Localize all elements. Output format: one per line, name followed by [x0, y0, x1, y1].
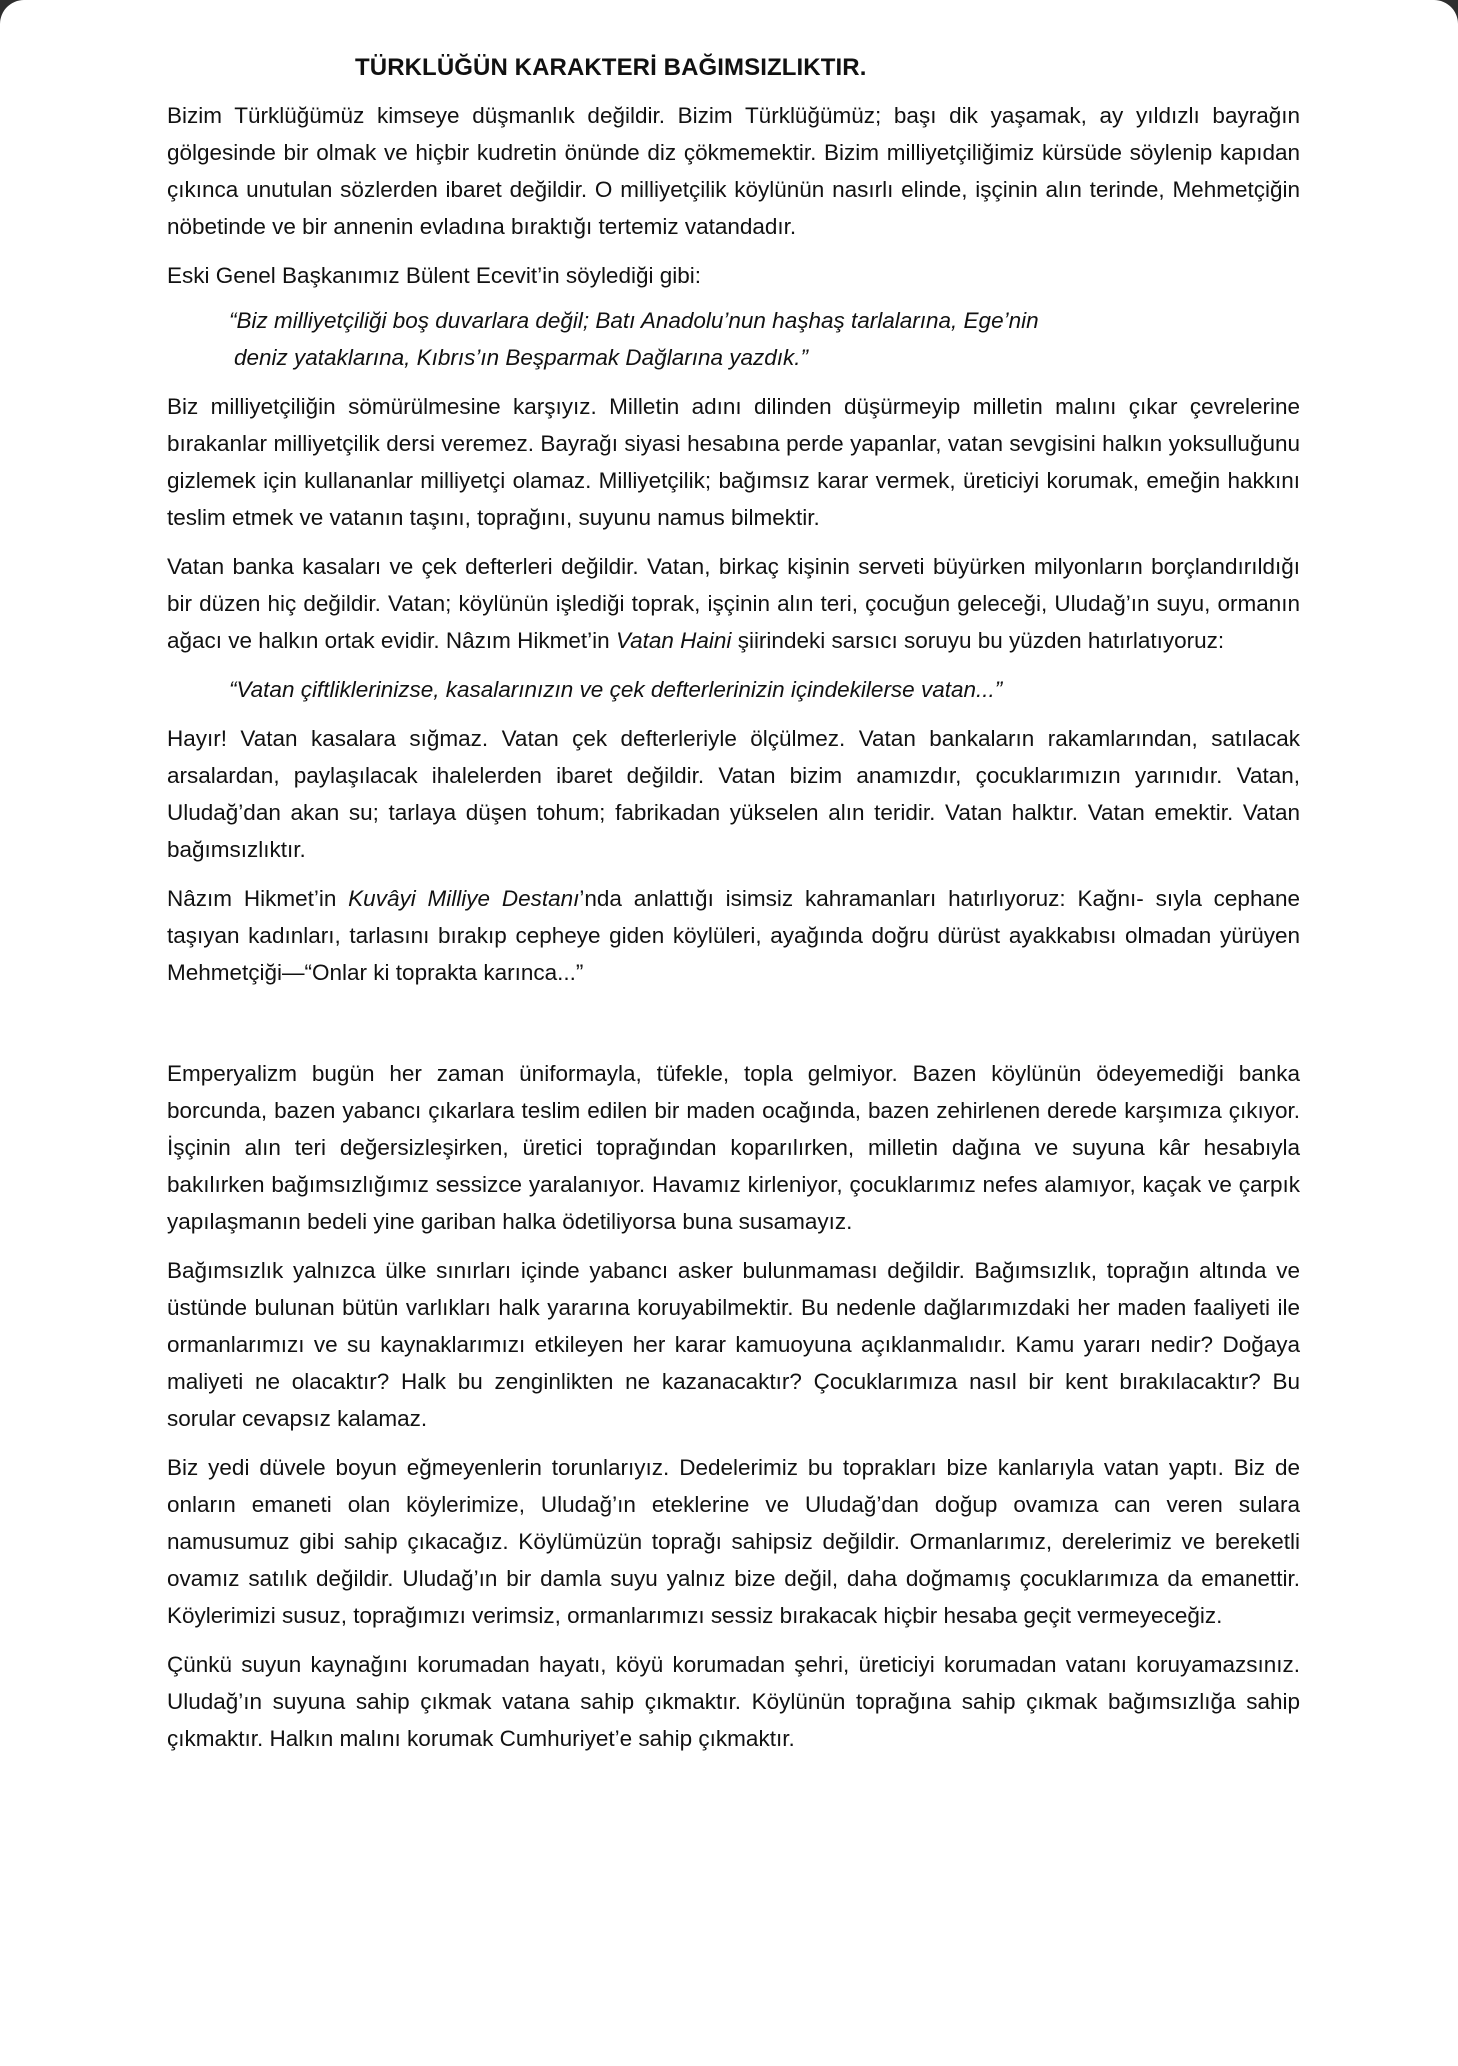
paragraph-vatan	[167, 548, 1300, 659]
quote-ecevit-line-2: deniz yataklarına, Kıbrıs’ın Beşparmak Dağlarına yazdık.”	[234, 345, 809, 370]
paragraph-ecevit-intro: Eski Genel Başkanımız Bülent Ecevit’in söylediği gibi:	[167, 263, 702, 288]
quote-ecevit	[229, 302, 1300, 376]
paragraph-vatan-text-1: Vatan banka kasaları ve çek defterleri değildir. Vatan, birkaç kişinin serveti büyürken milyonların borçlandırıldığı bir düzen hiç değildir. Vatan; köylünün işlediği toprak, işçinin alın teri, çocuğun geleceği, Uludağ’ın suyu, ormanın ağacı ve halkın ortak evidir. Nâzım Hikmet’in	[167, 554, 1300, 653]
paragraph-hayir: Hayır! Vatan kasalara sığmaz. Vatan çek defterleriyle ölçülmez. Vatan bankaların rakamlarından, satılacak arsalardan, paylaşılacak ihalelerden ibaret değildir. Vatan bizim anamızdır, çocuklarımızın yarınıdır. Vatan, Uludağ’dan akan su; tarlaya düşen tohum; fabrikadan yükselen alın teridir. Vatan halktır. Vatan emektir. Vatan bağımsızlıktır.	[167, 726, 1300, 862]
quote-vatan-haini-line: “Vatan çiftliklerinizse, kasalarınızın ve çek defterlerinizin içindekilerse vatan...”	[229, 677, 1003, 702]
quote-ecevit-line-1: “Biz milliyetçiliği boş duvarlara değil; Batı Anadolu’nun haşhaş tarlalarına, Ege’nin	[229, 308, 1039, 333]
paragraph-cunku: Çünkü suyun kaynağını korumadan hayatı, köyü korumadan şehri, üreticiyi korumadan vatanı koruyamazsınız. Uludağ’ın suyuna sahip çıkmak vatana sahip çıkmaktır. Köylünün toprağına sahip çıkmak bağımsızlığa sahip çıkmaktır. Halkın malını korumak Cumhuriyet’e sahip çıkmaktır.	[167, 1652, 1300, 1751]
paragraph-bagimsizlik: Bağımsızlık yalnızca ülke sınırları içinde yabancı asker bulunmaması değildir. Bağımsızlık, toprağın altında ve üstünde bulunan bütün varlıkları halk yararına koruyabilmektir. Bu nedenle dağlarımızdaki her maden faaliyeti ile ormanlarımızı ve su kaynaklarımızı etkileyen her karar kamuoyuna açıklanmalıdır. Kamu yararı nedir? Doğaya maliyeti ne olacaktır? Halk bu zenginlikten ne kazanacaktır? Çocuklarımıza nasıl bir kent bırakılacaktır? Bu sorular cevapsız kalamaz.	[167, 1258, 1300, 1431]
section-spacer	[167, 1003, 1300, 1055]
poem-title-kuvayi-milliye: Kuvâyi Milliye Destanı	[348, 886, 580, 911]
paragraph-vatan-text-2: şiirindeki sarsıcı soruyu bu yüzden hatırlatıyoruz:	[731, 628, 1225, 653]
paragraph-kuvayi-text-2: ’nda anlattığı isimsiz kahramanları hatırlıyoruz: Kağnı- sıyla cephane taşıyan kadınları, tarlasını bırakıp cepheye giden köylüleri, ayağında doğru dürüst ayakkabısı olmadan yürüyen Mehmetçiği—“Onlar ki toprakta karınca...”	[167, 886, 1300, 985]
document-body	[167, 54, 1300, 1769]
paragraph-emperyalizm: Emperyalizm bugün her zaman üniformayla, tüfekle, topla gelmiyor. Bazen köylünün ödeyemediği banka borcunda, bazen yabancı çıkarlara teslim edilen bir maden ocağında, bazen zehirlenen derede karşımıza çıkıyor. İşçinin alın teri değersizleşirken, üretici toprağından koparılırken, milletin dağına ve suyuna kâr hesabıyla bakılırken bağımsızlığımız sessizce yaralanıyor. Havamız kirleniyor, çocuklarımız nefes alamıyor, kaçak ve çarpık yapılaşmanın bedeli yine gariban halka ödetiliyorsa buna susamayız.	[167, 1061, 1300, 1234]
paragraph-kuvayi-text-1: Nâzım Hikmet’in	[167, 886, 349, 911]
paragraph-yedi-duvel: Biz yedi düvele boyun eğmeyenlerin torunlarıyız. Dedelerimiz bu toprakları bize kanlarıyla vatan yaptı. Biz de onların emaneti olan köylerimize, Uludağ’ın eteklerine ve Uludağ’dan doğup ovamıza can veren sulara namusumuz gibi sahip çıkacağız. Köylümüzün toprağı sahipsiz değildir. Ormanlarımız, derelerimiz ve bereketli ovamız satılık değildir. Uludağ’ın bir damla suyu yalnız bize değil, daha doğmamış çocuklarımıza da emanettir. Köylerimizi susuz, toprağımızı verimsiz, ormanlarımızı sessiz bırakacak hiçbir hesaba geçit vermeyeceğiz.	[167, 1455, 1300, 1628]
paragraph-turkluk: Bizim Türklüğümüz kimseye düşmanlık değildir. Bizim Türklüğümüz; başı dik yaşamak, ay yıldızlı bayrağın gölgesinde bir olmak ve hiçbir kudretin önünde diz çökmemektir. Bizim milliyetçiliğimiz kürsüde söylenip kapıdan çıkınca unutulan sözlerden ibaret değildir. O milliyetçilik köylünün nasırlı elinde, işçinin alın terinde, Mehmetçiğin nöbetinde ve bir annenin evladına bıraktığı tertemiz vatandadır.	[167, 103, 1300, 239]
quote-vatan-haini	[229, 671, 1300, 708]
paragraph-milliyetcilik: Biz milliyetçiliğin sömürülmesine karşıyız. Milletin adını dilinden düşürmeyip milletin malını çıkar çevrelerine bırakanlar milliyetçilik dersi veremez. Bayrağı siyasi hesabına perde yapanlar, vatan sevgisini halkın yoksulluğunu gizlemek için kullananlar milliyetçi olamaz. Milliyetçilik; bağımsız karar vermek, üreticiyi korumak, emeğin hakkını teslim etmek ve vatanın taşını, toprağını, suyunu namus bilmektir.	[167, 394, 1300, 530]
poem-title-vatan-haini: Vatan Haini	[615, 628, 732, 653]
document-title: TÜRKLÜĞÜN KARAKTERİ BAĞIMSIZLIKTIR.	[355, 54, 867, 81]
paragraph-kuvayi-milliye	[167, 880, 1300, 991]
